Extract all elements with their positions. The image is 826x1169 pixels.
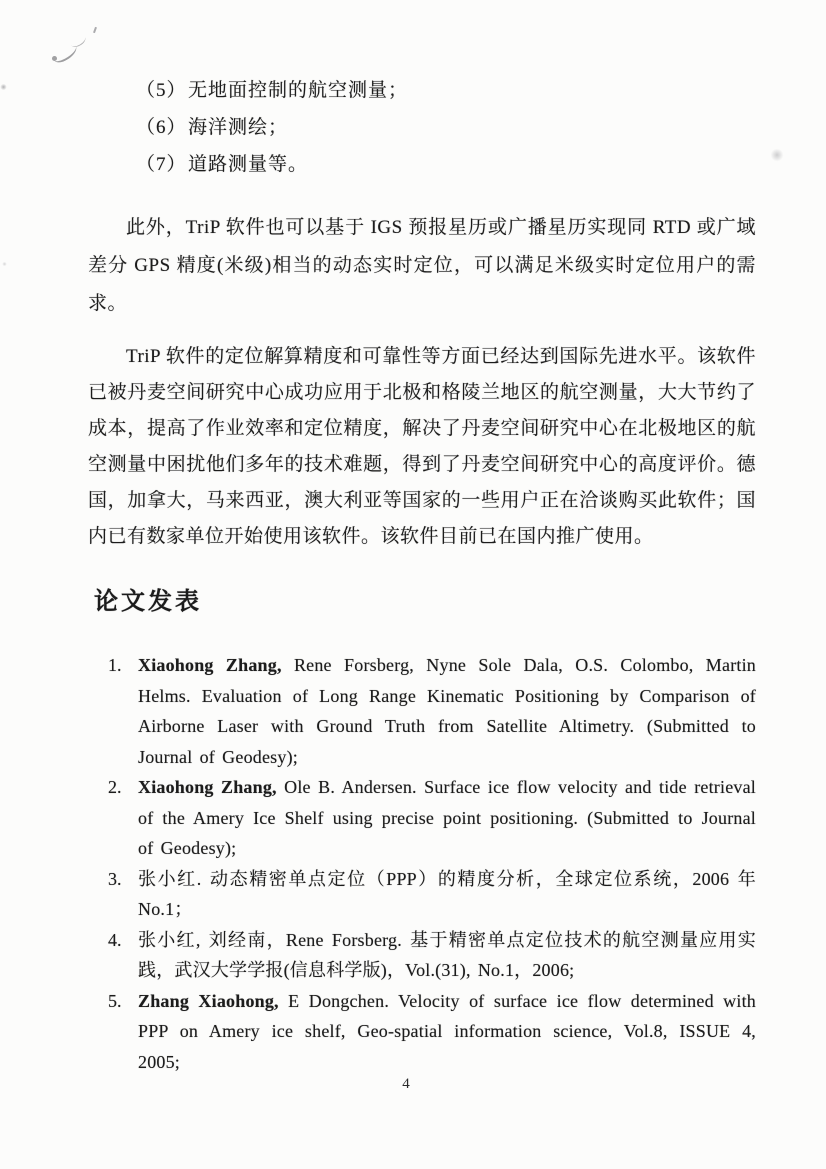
list-item <box>136 72 756 109</box>
reference-text <box>138 925 756 986</box>
list-item <box>136 109 756 146</box>
reference-number: 4. <box>108 929 122 950</box>
list-item <box>136 146 756 183</box>
reference-item <box>88 925 756 986</box>
reference-item <box>88 772 756 864</box>
reference-rest: E Dongchen. Velocity of surface ice flow determined with PPP on Amery ice shelf, Geo-spatial information science, Vol.8, ISSUE 4, 2005; <box>138 990 756 1072</box>
reference-text <box>138 772 756 864</box>
reference-rest: Ole B. Andersen. Surface ice flow velocity and tide retrieval of the Amery Ice Shelf using precise point positioning. (Submitted to Journal of Geodesy); <box>138 777 756 858</box>
reference-text <box>138 986 756 1078</box>
reference-rest: Rene Forsberg, Nyne Sole Dala, O.S. Colombo, Martin Helms. Evaluation of Long Range Kinematic Positioning by Comparison of Airborne Laser with Ground Truth from Satellite Altimetry. (Submitted to Journal of Geodesy); <box>138 655 756 767</box>
reference-number: 3. <box>108 868 122 889</box>
section-title-publications: 论文发表 <box>94 588 202 615</box>
list-item-number: （5） <box>136 80 187 101</box>
reference-item <box>88 986 756 1078</box>
list-item-text: 无地面控制的航空测量； <box>188 80 409 101</box>
paragraph-trip-applications: TriP 软件的定位解算精度和可靠性等方面已经达到国际先进水平。该软件已被丹麦空间研究中心成功应用于北极和格陵兰地区的航空测量，大大节约了成本，提高了作业效率和定位精度，解决了丹麦空间研究中心在北极地区的航空测量中困扰他们多年的技术难题，得到了丹麦空间研究中心的高度评价。德国，加拿大，马来西亚，澳大利亚等国家的一些用户正在洽谈购买此软件；国内已有数家单位开始使用该软件。该软件目前已在国内推广使用。 <box>88 346 756 547</box>
reference-author-bold: Xiaohong Zhang, <box>138 777 277 797</box>
list-item-text: 海洋测绘； <box>188 117 289 138</box>
reference-number: 5. <box>108 990 122 1011</box>
page-number: 4 <box>402 1076 410 1092</box>
reference-text <box>138 864 756 925</box>
reference-item <box>88 864 756 925</box>
reference-number: 1. <box>108 655 122 675</box>
paragraph-trip-rtd: 此外，TriP 软件也可以基于 IGS 预报星历或广播星历实现同 RTD 或广域差分 GPS 精度(米级)相当的动态实时定位，可以满足米级实时定位用户的需求。 <box>88 217 756 314</box>
reference-text <box>138 650 756 772</box>
reference-item <box>88 650 756 772</box>
reference-author-bold: Zhang Xiaohong, <box>138 990 279 1011</box>
list-item-number: （6） <box>136 117 187 138</box>
list-item-number: （7） <box>136 154 187 175</box>
reference-number: 2. <box>108 777 122 797</box>
list-item-text: 道路测量等。 <box>188 154 309 175</box>
publications-list <box>88 650 756 1077</box>
reference-rest: 张小红. 动态精密单点定位（PPP）的精度分析，全球定位系统，2006 年 No.1； <box>138 868 756 919</box>
reference-rest: 张小红, 刘经南，Rene Forsberg. 基于精密单点定位技术的航空测量应用实践，武汉大学学报(信息科学版)，Vol.(31), No.1，2006; <box>138 929 756 980</box>
reference-author-bold: Xiaohong Zhang, <box>138 655 282 675</box>
application-list <box>136 72 756 183</box>
